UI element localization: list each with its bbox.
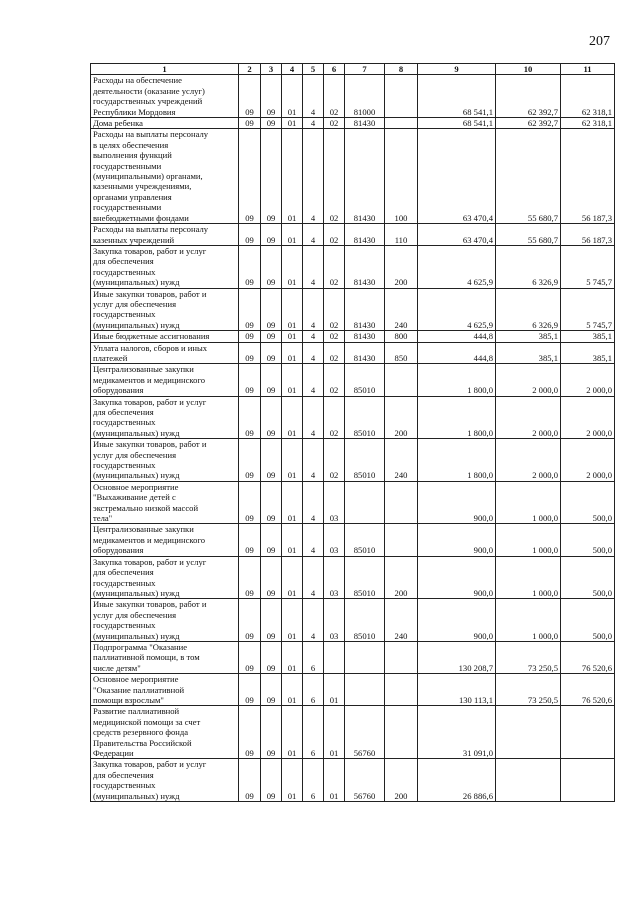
amount-col-10-cell: 2 000,0 bbox=[496, 364, 561, 396]
target-code-cell: 81430 bbox=[345, 245, 385, 288]
table-row bbox=[91, 396, 615, 439]
col-2-cell: 09 bbox=[239, 245, 261, 288]
col-3-cell: 09 bbox=[261, 364, 282, 396]
expense-type-cell: 850 bbox=[385, 342, 418, 364]
amount-col-9-cell: 130 208,7 bbox=[418, 641, 496, 673]
row-name-cell: Иные закупки товаров, работ и услуг для обеспечения государственных (муниципальных) нужд bbox=[91, 439, 239, 482]
row-name-cell: Расходы на выплаты персоналу в целях обеспечения выполнения функций государственными (муниципальными) органами, казенными учреждениями, органами управления государственными внебюджетными фондами bbox=[91, 129, 239, 224]
amount-col-11-cell bbox=[561, 706, 615, 759]
col-3-cell: 09 bbox=[261, 706, 282, 759]
amount-col-10-cell: 73 250,5 bbox=[496, 641, 561, 673]
amount-col-10-cell bbox=[496, 759, 561, 802]
target-code-cell: 81000 bbox=[345, 75, 385, 118]
col-5-cell: 4 bbox=[303, 342, 324, 364]
amount-col-11-cell: 56 187,3 bbox=[561, 129, 615, 224]
table-body bbox=[91, 75, 615, 802]
row-name-cell: Иные бюджетные ассигнования bbox=[91, 331, 239, 342]
amount-col-11-cell: 62 318,1 bbox=[561, 75, 615, 118]
row-name-cell: Развитие паллиативной медицинской помощи за счет средств резервного фонда Правительства Российской Федерации bbox=[91, 706, 239, 759]
row-name-cell: Уплата налогов, сборов и иных платежей bbox=[91, 342, 239, 364]
row-name-cell: Закупка товаров, работ и услуг для обеспечения государственных (муниципальных) нужд bbox=[91, 759, 239, 802]
col-6-cell: 01 bbox=[324, 759, 345, 802]
col-2-cell: 09 bbox=[239, 439, 261, 482]
col-5-cell: 4 bbox=[303, 599, 324, 642]
row-name-cell: Централизованные закупки медикаментов и медицинского оборудования bbox=[91, 524, 239, 556]
col-3-cell: 09 bbox=[261, 556, 282, 599]
row-name-cell: Подпрограмма "Оказание паллиативной помощи, в том числе детям" bbox=[91, 641, 239, 673]
table-header-row bbox=[91, 64, 615, 75]
amount-col-11-cell: 2 000,0 bbox=[561, 396, 615, 439]
amount-col-11-cell: 500,0 bbox=[561, 481, 615, 524]
amount-col-9-cell: 1 800,0 bbox=[418, 439, 496, 482]
col-5-cell: 4 bbox=[303, 364, 324, 396]
col-5-cell: 4 bbox=[303, 396, 324, 439]
col-3-cell: 09 bbox=[261, 288, 282, 331]
amount-col-10-cell: 55 680,7 bbox=[496, 129, 561, 224]
col-4-cell: 01 bbox=[282, 396, 303, 439]
target-code-cell: 81430 bbox=[345, 342, 385, 364]
col-3-cell: 09 bbox=[261, 118, 282, 129]
col-4-cell: 01 bbox=[282, 674, 303, 706]
col-2-cell: 09 bbox=[239, 331, 261, 342]
amount-col-11-cell: 5 745,7 bbox=[561, 245, 615, 288]
amount-col-9-cell: 130 113,1 bbox=[418, 674, 496, 706]
col-3-cell: 09 bbox=[261, 331, 282, 342]
amount-col-10-cell: 73 250,5 bbox=[496, 674, 561, 706]
col-4-cell: 01 bbox=[282, 245, 303, 288]
amount-col-11-cell: 76 520,6 bbox=[561, 674, 615, 706]
expense-type-cell: 800 bbox=[385, 331, 418, 342]
table-row bbox=[91, 129, 615, 224]
col-3-cell: 09 bbox=[261, 599, 282, 642]
col-2-cell: 09 bbox=[239, 342, 261, 364]
expense-type-cell: 240 bbox=[385, 599, 418, 642]
col-6-cell bbox=[324, 641, 345, 673]
col-6-cell: 02 bbox=[324, 396, 345, 439]
table-row bbox=[91, 524, 615, 556]
table-row bbox=[91, 439, 615, 482]
col-2-cell: 09 bbox=[239, 556, 261, 599]
col-6-cell: 02 bbox=[324, 118, 345, 129]
column-header-4: 4 bbox=[282, 64, 303, 75]
table-row bbox=[91, 288, 615, 331]
col-6-cell: 02 bbox=[324, 439, 345, 482]
expense-type-cell bbox=[385, 641, 418, 673]
col-5-cell: 4 bbox=[303, 439, 324, 482]
amount-col-11-cell: 385,1 bbox=[561, 331, 615, 342]
col-4-cell: 01 bbox=[282, 524, 303, 556]
amount-col-9-cell: 26 886,6 bbox=[418, 759, 496, 802]
col-6-cell: 02 bbox=[324, 75, 345, 118]
col-4-cell: 01 bbox=[282, 331, 303, 342]
col-5-cell: 4 bbox=[303, 75, 324, 118]
row-name-cell: Закупка товаров, работ и услуг для обеспечения государственных (муниципальных) нужд bbox=[91, 396, 239, 439]
col-6-cell: 03 bbox=[324, 599, 345, 642]
table-row bbox=[91, 556, 615, 599]
col-2-cell: 09 bbox=[239, 75, 261, 118]
col-5-cell: 4 bbox=[303, 118, 324, 129]
table-row bbox=[91, 75, 615, 118]
expense-type-cell bbox=[385, 118, 418, 129]
amount-col-9-cell: 4 625,9 bbox=[418, 245, 496, 288]
expense-type-cell bbox=[385, 524, 418, 556]
col-5-cell: 4 bbox=[303, 524, 324, 556]
amount-col-9-cell: 900,0 bbox=[418, 481, 496, 524]
column-header-7: 7 bbox=[345, 64, 385, 75]
col-6-cell: 02 bbox=[324, 129, 345, 224]
col-2-cell: 09 bbox=[239, 524, 261, 556]
col-3-cell: 09 bbox=[261, 524, 282, 556]
col-4-cell: 01 bbox=[282, 706, 303, 759]
col-4-cell: 01 bbox=[282, 224, 303, 246]
col-5-cell: 4 bbox=[303, 288, 324, 331]
amount-col-9-cell: 900,0 bbox=[418, 524, 496, 556]
row-name-cell: Основное мероприятие "Оказание паллиативной помощи взрослым" bbox=[91, 674, 239, 706]
amount-col-11-cell: 62 318,1 bbox=[561, 118, 615, 129]
amount-col-10-cell: 62 392,7 bbox=[496, 75, 561, 118]
expense-type-cell: 240 bbox=[385, 288, 418, 331]
amount-col-9-cell: 68 541,1 bbox=[418, 75, 496, 118]
col-4-cell: 01 bbox=[282, 288, 303, 331]
amount-col-11-cell: 385,1 bbox=[561, 342, 615, 364]
expense-type-cell bbox=[385, 674, 418, 706]
expense-type-cell bbox=[385, 75, 418, 118]
table-row bbox=[91, 481, 615, 524]
row-name-cell: Закупка товаров, работ и услуг для обеспечения государственных (муниципальных) нужд bbox=[91, 245, 239, 288]
col-6-cell: 02 bbox=[324, 224, 345, 246]
expense-type-cell: 100 bbox=[385, 129, 418, 224]
col-5-cell: 6 bbox=[303, 641, 324, 673]
amount-col-10-cell: 1 000,0 bbox=[496, 524, 561, 556]
column-header-9: 9 bbox=[418, 64, 496, 75]
target-code-cell: 56760 bbox=[345, 759, 385, 802]
col-5-cell: 6 bbox=[303, 674, 324, 706]
col-6-cell: 01 bbox=[324, 706, 345, 759]
col-4-cell: 01 bbox=[282, 364, 303, 396]
col-4-cell: 01 bbox=[282, 641, 303, 673]
col-2-cell: 09 bbox=[239, 674, 261, 706]
col-2-cell: 09 bbox=[239, 288, 261, 331]
col-6-cell: 02 bbox=[324, 288, 345, 331]
col-4-cell: 01 bbox=[282, 481, 303, 524]
target-code-cell: 85010 bbox=[345, 524, 385, 556]
table-row bbox=[91, 342, 615, 364]
col-5-cell: 4 bbox=[303, 481, 324, 524]
col-6-cell: 02 bbox=[324, 364, 345, 396]
amount-col-9-cell: 1 800,0 bbox=[418, 364, 496, 396]
table-row bbox=[91, 599, 615, 642]
amount-col-11-cell: 56 187,3 bbox=[561, 224, 615, 246]
amount-col-10-cell: 1 000,0 bbox=[496, 599, 561, 642]
target-code-cell: 81430 bbox=[345, 331, 385, 342]
column-header-3: 3 bbox=[261, 64, 282, 75]
row-name-cell: Расходы на выплаты персоналу казенных учреждений bbox=[91, 224, 239, 246]
amount-col-11-cell: 5 745,7 bbox=[561, 288, 615, 331]
table-row bbox=[91, 641, 615, 673]
col-4-cell: 01 bbox=[282, 599, 303, 642]
col-2-cell: 09 bbox=[239, 118, 261, 129]
col-2-cell: 09 bbox=[239, 364, 261, 396]
row-name-cell: Расходы на обеспечение деятельности (оказание услуг) государственных учреждений Республики Мордовия bbox=[91, 75, 239, 118]
col-4-cell: 01 bbox=[282, 118, 303, 129]
amount-col-9-cell: 900,0 bbox=[418, 556, 496, 599]
amount-col-10-cell: 62 392,7 bbox=[496, 118, 561, 129]
expense-type-cell: 200 bbox=[385, 245, 418, 288]
col-5-cell: 6 bbox=[303, 706, 324, 759]
row-name-cell: Закупка товаров, работ и услуг для обеспечения государственных (муниципальных) нужд bbox=[91, 556, 239, 599]
col-5-cell: 4 bbox=[303, 331, 324, 342]
amount-col-11-cell bbox=[561, 759, 615, 802]
expense-type-cell: 240 bbox=[385, 439, 418, 482]
amount-col-9-cell: 4 625,9 bbox=[418, 288, 496, 331]
amount-col-11-cell: 500,0 bbox=[561, 524, 615, 556]
col-3-cell: 09 bbox=[261, 481, 282, 524]
col-2-cell: 09 bbox=[239, 759, 261, 802]
amount-col-9-cell: 63 470,4 bbox=[418, 129, 496, 224]
row-name-cell: Иные закупки товаров, работ и услуг для обеспечения государственных (муниципальных) нужд bbox=[91, 288, 239, 331]
column-header-10: 10 bbox=[496, 64, 561, 75]
col-2-cell: 09 bbox=[239, 224, 261, 246]
target-code-cell bbox=[345, 674, 385, 706]
amount-col-11-cell: 500,0 bbox=[561, 599, 615, 642]
col-5-cell: 6 bbox=[303, 759, 324, 802]
row-name-cell: Иные закупки товаров, работ и услуг для обеспечения государственных (муниципальных) нужд bbox=[91, 599, 239, 642]
target-code-cell: 81430 bbox=[345, 288, 385, 331]
col-2-cell: 09 bbox=[239, 129, 261, 224]
amount-col-10-cell: 1 000,0 bbox=[496, 556, 561, 599]
col-4-cell: 01 bbox=[282, 759, 303, 802]
col-3-cell: 09 bbox=[261, 396, 282, 439]
target-code-cell: 81430 bbox=[345, 129, 385, 224]
table-row bbox=[91, 331, 615, 342]
amount-col-11-cell: 2 000,0 bbox=[561, 439, 615, 482]
col-6-cell: 02 bbox=[324, 342, 345, 364]
col-4-cell: 01 bbox=[282, 439, 303, 482]
col-5-cell: 4 bbox=[303, 224, 324, 246]
column-header-2: 2 bbox=[239, 64, 261, 75]
amount-col-10-cell: 1 000,0 bbox=[496, 481, 561, 524]
expense-type-cell: 110 bbox=[385, 224, 418, 246]
amount-col-9-cell: 900,0 bbox=[418, 599, 496, 642]
col-3-cell: 09 bbox=[261, 759, 282, 802]
col-3-cell: 09 bbox=[261, 245, 282, 288]
amount-col-9-cell: 444,8 bbox=[418, 331, 496, 342]
amount-col-10-cell: 55 680,7 bbox=[496, 224, 561, 246]
amount-col-9-cell: 31 091,0 bbox=[418, 706, 496, 759]
col-2-cell: 09 bbox=[239, 481, 261, 524]
expense-type-cell bbox=[385, 364, 418, 396]
col-4-cell: 01 bbox=[282, 75, 303, 118]
col-2-cell: 09 bbox=[239, 641, 261, 673]
col-3-cell: 09 bbox=[261, 75, 282, 118]
expense-type-cell: 200 bbox=[385, 396, 418, 439]
expense-type-cell: 200 bbox=[385, 759, 418, 802]
amount-col-9-cell: 63 470,4 bbox=[418, 224, 496, 246]
target-code-cell: 56760 bbox=[345, 706, 385, 759]
target-code-cell: 81430 bbox=[345, 118, 385, 129]
amount-col-10-cell: 6 326,9 bbox=[496, 288, 561, 331]
table-row bbox=[91, 706, 615, 759]
amount-col-10-cell: 385,1 bbox=[496, 342, 561, 364]
col-4-cell: 01 bbox=[282, 129, 303, 224]
target-code-cell: 85010 bbox=[345, 364, 385, 396]
target-code-cell bbox=[345, 641, 385, 673]
amount-col-9-cell: 1 800,0 bbox=[418, 396, 496, 439]
page-number: 207 bbox=[589, 34, 610, 49]
amount-col-10-cell: 385,1 bbox=[496, 331, 561, 342]
column-header-8: 8 bbox=[385, 64, 418, 75]
amount-col-11-cell: 76 520,6 bbox=[561, 641, 615, 673]
table-row bbox=[91, 759, 615, 802]
table-row bbox=[91, 364, 615, 396]
amount-col-10-cell: 2 000,0 bbox=[496, 396, 561, 439]
col-6-cell: 01 bbox=[324, 674, 345, 706]
expense-type-cell bbox=[385, 481, 418, 524]
table-row bbox=[91, 245, 615, 288]
target-code-cell: 81430 bbox=[345, 224, 385, 246]
column-header-1: 1 bbox=[91, 64, 239, 75]
col-3-cell: 09 bbox=[261, 342, 282, 364]
target-code-cell: 85010 bbox=[345, 599, 385, 642]
column-header-5: 5 bbox=[303, 64, 324, 75]
target-code-cell: 85010 bbox=[345, 396, 385, 439]
col-5-cell: 4 bbox=[303, 556, 324, 599]
amount-col-10-cell bbox=[496, 706, 561, 759]
col-5-cell: 4 bbox=[303, 129, 324, 224]
col-3-cell: 09 bbox=[261, 641, 282, 673]
row-name-cell: Основное мероприятие "Выхаживание детей с экстремально низкой массой тела" bbox=[91, 481, 239, 524]
col-6-cell: 02 bbox=[324, 245, 345, 288]
col-2-cell: 09 bbox=[239, 706, 261, 759]
amount-col-10-cell: 6 326,9 bbox=[496, 245, 561, 288]
amount-col-10-cell: 2 000,0 bbox=[496, 439, 561, 482]
amount-col-11-cell: 500,0 bbox=[561, 556, 615, 599]
expense-type-cell: 200 bbox=[385, 556, 418, 599]
amount-col-9-cell: 68 541,1 bbox=[418, 118, 496, 129]
target-code-cell bbox=[345, 481, 385, 524]
budget-table bbox=[90, 63, 615, 802]
expense-type-cell bbox=[385, 706, 418, 759]
row-name-cell: Дома ребенка bbox=[91, 118, 239, 129]
col-4-cell: 01 bbox=[282, 342, 303, 364]
col-3-cell: 09 bbox=[261, 439, 282, 482]
col-5-cell: 4 bbox=[303, 245, 324, 288]
table-row bbox=[91, 224, 615, 246]
target-code-cell: 85010 bbox=[345, 439, 385, 482]
table-row bbox=[91, 674, 615, 706]
col-6-cell: 02 bbox=[324, 331, 345, 342]
amount-col-9-cell: 444,8 bbox=[418, 342, 496, 364]
col-6-cell: 03 bbox=[324, 524, 345, 556]
col-2-cell: 09 bbox=[239, 599, 261, 642]
col-6-cell: 03 bbox=[324, 556, 345, 599]
amount-col-11-cell: 2 000,0 bbox=[561, 364, 615, 396]
col-2-cell: 09 bbox=[239, 396, 261, 439]
row-name-cell: Централизованные закупки медикаментов и медицинского оборудования bbox=[91, 364, 239, 396]
target-code-cell: 85010 bbox=[345, 556, 385, 599]
col-6-cell: 03 bbox=[324, 481, 345, 524]
col-4-cell: 01 bbox=[282, 556, 303, 599]
col-3-cell: 09 bbox=[261, 674, 282, 706]
col-3-cell: 09 bbox=[261, 224, 282, 246]
column-header-6: 6 bbox=[324, 64, 345, 75]
column-header-11: 11 bbox=[561, 64, 615, 75]
table-row bbox=[91, 118, 615, 129]
col-3-cell: 09 bbox=[261, 129, 282, 224]
